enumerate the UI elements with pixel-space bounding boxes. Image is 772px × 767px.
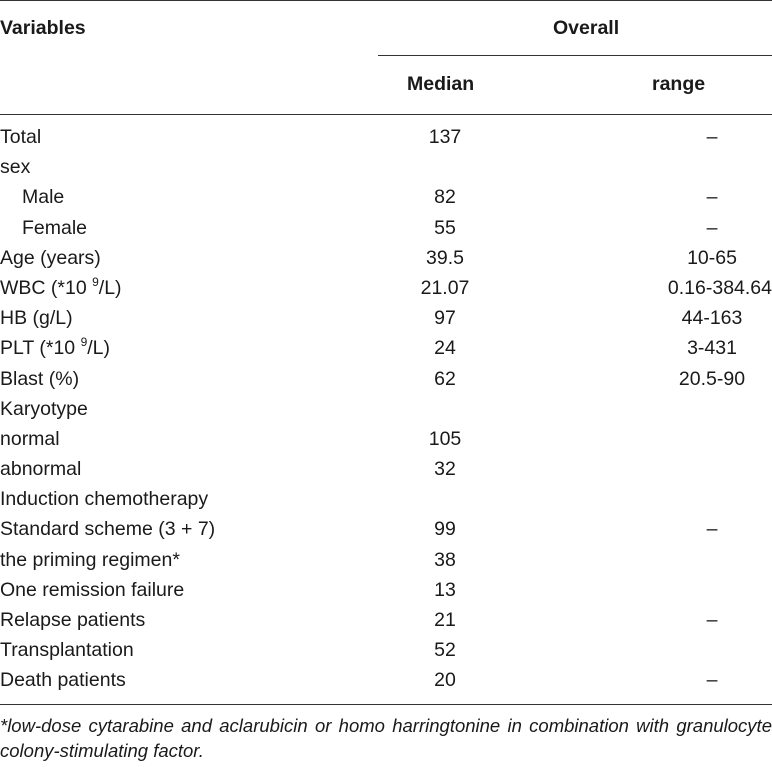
table-row <box>0 246 772 276</box>
row-label <box>0 427 60 451</box>
row-median: 39.5 <box>426 246 464 269</box>
row-label-text: PLT (*10 <box>0 337 81 360</box>
row-label <box>22 185 64 209</box>
header-range: range <box>652 73 706 95</box>
row-median: 20 <box>434 669 456 692</box>
row-label <box>0 457 81 481</box>
row-label-text: abnormal <box>0 458 82 481</box>
row-range: – <box>706 216 718 239</box>
table-row <box>0 668 772 698</box>
table-top-rule <box>0 0 772 1</box>
header-variables: Variables <box>0 17 86 39</box>
row-label-text: Relapse patients <box>0 609 146 631</box>
row-range: 3-431 <box>687 337 737 360</box>
row-label-text: Death patients <box>0 669 126 692</box>
row-median: 52 <box>434 639 456 662</box>
row-label-text: normal <box>0 427 60 450</box>
row-median: 21.07 <box>420 276 470 299</box>
table-body <box>0 125 772 699</box>
row-median: 32 <box>434 458 456 481</box>
row-median: 137 <box>428 126 462 148</box>
row-label <box>22 216 87 240</box>
row-label-text: WBC (*10 <box>0 276 93 299</box>
row-label <box>0 367 79 391</box>
row-label <box>0 608 145 632</box>
row-label-text: Total <box>0 126 42 148</box>
row-median: 82 <box>434 186 456 209</box>
row-label <box>0 487 208 511</box>
header-overall: Overall <box>553 17 620 39</box>
row-label-text: Induction chemotherapy <box>0 488 209 511</box>
row-range: – <box>706 609 718 631</box>
row-label-text: Blast (%) <box>0 367 80 390</box>
row-label-text: Male <box>22 186 65 209</box>
row-label <box>0 548 180 572</box>
table-row <box>0 336 772 366</box>
row-median: 105 <box>428 427 462 450</box>
row-label-text: Karyotype <box>0 397 88 420</box>
row-range: 20.5-90 <box>678 367 746 390</box>
row-label-text: HB (g/L) <box>0 307 73 330</box>
row-label-tail: /L) <box>98 276 122 299</box>
row-range: – <box>706 186 718 209</box>
row-range: 44-163 <box>681 307 743 330</box>
table-row <box>0 367 772 397</box>
row-median: 24 <box>434 337 456 360</box>
row-median: 13 <box>434 578 456 601</box>
table-row <box>0 306 772 336</box>
table-row <box>0 457 772 487</box>
table-row <box>0 487 772 517</box>
row-label <box>0 668 126 692</box>
row-range: – <box>706 126 718 148</box>
row-label <box>0 517 215 541</box>
row-label <box>0 397 88 421</box>
row-median: 62 <box>434 367 456 390</box>
table-row <box>0 216 772 246</box>
row-label-text: Transplantation <box>0 639 134 662</box>
row-median: 99 <box>434 518 456 541</box>
row-median: 55 <box>434 216 456 239</box>
row-label-text: Female <box>22 216 88 239</box>
row-label <box>0 638 134 662</box>
row-label-superscript: 9 <box>80 335 88 350</box>
table-row <box>0 608 772 638</box>
row-median: 21 <box>434 609 456 631</box>
row-median: 97 <box>434 307 456 330</box>
row-label-tail: /L) <box>87 337 111 360</box>
row-label <box>0 578 184 602</box>
row-label <box>0 246 101 270</box>
row-label-superscript: 9 <box>92 274 99 289</box>
row-label-text: sex <box>0 156 31 179</box>
row-label <box>0 336 110 360</box>
row-label <box>0 125 41 149</box>
row-label <box>0 155 30 179</box>
table-row <box>0 517 772 547</box>
table-row <box>0 578 772 608</box>
row-label <box>0 276 122 300</box>
row-range: 10-65 <box>687 246 737 269</box>
overall-span-rule <box>378 55 772 56</box>
table-row <box>0 155 772 185</box>
row-label-text: Standard scheme (3 + 7) <box>0 518 216 541</box>
row-label-text: Age (years) <box>0 246 101 269</box>
table-row <box>0 548 772 578</box>
row-range: 0.16-384.64 <box>667 276 772 299</box>
table-bottom-rule <box>0 704 772 705</box>
row-label-text: the priming regimen* <box>0 548 180 571</box>
table-row <box>0 185 772 215</box>
header-bottom-rule <box>0 114 772 115</box>
header-median: Median <box>407 73 475 95</box>
table-row <box>0 427 772 457</box>
table-row <box>0 397 772 427</box>
row-label-text: One remission failure <box>0 578 185 601</box>
row-label <box>0 306 73 330</box>
table-row <box>0 276 772 306</box>
row-range: – <box>706 669 718 692</box>
table-row <box>0 638 772 668</box>
table-footnote: *low-dose cytarabine and aclarubicin or homo harringtonine in combination with granulocyte colony-stimulating factor. <box>0 715 772 761</box>
row-range: – <box>706 518 718 541</box>
table-row <box>0 125 772 155</box>
row-median: 38 <box>434 548 456 571</box>
